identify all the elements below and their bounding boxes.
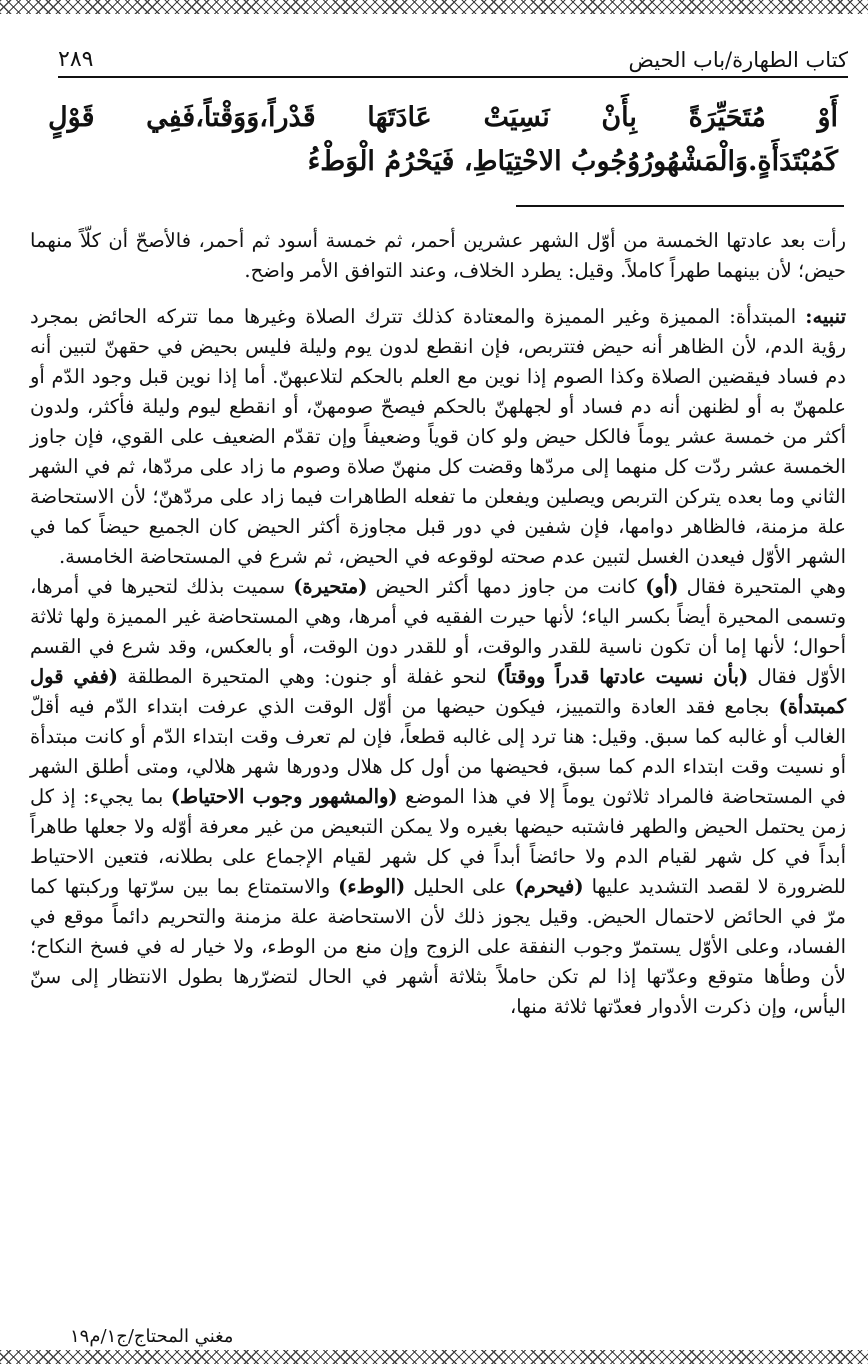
quoted-matn: (والمشهور وجوب الاحتياط) <box>170 785 398 808</box>
quoted-matn: (متحيرة) <box>293 575 368 598</box>
footer-signature: مغني المحتاج/ج١/م١٩ <box>70 1326 234 1347</box>
commentary-paragraph-3: وهي المتحيرة فقال (أو) كانت من جاوز دمها أكثر الحيض (متحيرة) سميت بذلك لتحيرها في أمرها، وتسمى المحيرة أيضاً بكسر الياء؛ لأنها حيرت الفقيه في أمرها، وهي المستحاضة غير المميزة ولها ثلاثة أحوال؛ لأنها إما أن تكون ناسية للقدر والوقت، أو للقدر دون الوقت، أو بالعكس، وقد شرع في القسم الأوّل فقال (بأن نسيت عادتها قدراً ووقتاً) لنحو غفلة أو جنون: وهي المتحيرة المطلقة (ففي قول كمبتدأة) بجامع فقد العادة والتمييز، فيكون حيضها من أوّل الوقت الذي عرفت ابتداء الدّم فيه أقلّ الغالب أو غالبه كما سبق. وقيل: هنا ترد إلى غالبه قطعاً، فإن لم تعرف وقت ابتداء الدّم أو كانت مبتدأة أو نسيت وقت ابتداء الدم كما سبق، فحيضها من أول كل هلال ودورها شهر هلالي، ومتى أطلق الشهر في المستحاضة فالمراد ثلاثون يوماً إلا في هذا الموضع (والمشهور وجوب الاحتياط) بما يجيء: إذ كل زمن يحتمل الحيض والطهر فاشتبه حيضها بغيره ولا يمكن التبعيض من غير معرفة أوّله ولا جعلها طاهراً أبداً في كل شهر لقيام الدم ولا حائضاً أبداً في كل شهر لقيام الإجماع على بطلانه، فتعين الاحتياط للضرورة لا لقصد التشديد عليها (فيحرم) على الحليل (الوطء) والاستمتاع بما بين سرّتها وركبتها كما مرّ في الحائض لاحتمال الحيض. وقيل يجوز ذلك لأن الاستحاضة علة مزمنة والتحريم دائماً موقع في الفساد، وعلى الأوّل يستمرّ وجوب النفقة على الزوج وإن منع من الوطء، ولا خيار له في فسخ النكاح؛ لأن وطأها متوقع وعدّتها إذا لم تكن حاملاً بثلاثة أشهر في الحال لتضرّرها بطول الانتظار إلى سنّ اليأس، وإن ذكرت الأدوار فعدّتها ثلاثة منها، <box>30 575 847 1018</box>
quoted-matn: (ففي قول كمبتدأة) <box>30 665 846 718</box>
page-header <box>58 38 848 72</box>
header-divider <box>58 76 848 78</box>
book-chapter-title: كتاب الطهارة/باب الحيض <box>628 48 848 72</box>
quoted-matn: (الوطء) <box>338 875 406 898</box>
quoted-matn: (فيحرم) <box>514 875 584 898</box>
matn-divider <box>516 205 844 207</box>
page-number: ٢٨٩ <box>58 47 94 72</box>
quoted-matn: (بأن نسيت عادتها قدراً ووقتاً) <box>496 665 749 688</box>
commentary-body <box>30 226 846 1022</box>
commentary-paragraph-1: رأت بعد عادتها الخمسة من أوّل الشهر عشرين أحمر، ثم خمسة أسود ثم أحمر، فالأصحّ أن كلّاً منهما حيض؛ لأن بينهما طهراً كاملاً. وقيل: يطرد الخلاف، وعند التوافق الأمر واضح. <box>30 229 846 282</box>
bottom-decorative-border <box>0 1350 868 1364</box>
commentary-paragraph-2: تنبيه: المبتدأة: المميزة وغير المميزة والمعتادة كذلك تترك الصلاة وغيرها مما تتركه الحائض بمجرد رؤية الدم، لأن الظاهر أنه حيض فتتربص، فإن انقطع لدون يوم وليلة فليس بحيض في حقهنّ لتبين أنه دم فساد فيقضين الصلاة وكذا الصوم إذا نوين مع العلم بالحكم لتلاعبهنّ. أما إذا نوين قبل وجود الدّم أو علمهنّ به أو لظنهن أنه دم فساد أو لجهلهنّ بالحكم فيصحّ صومهنّ، أو انقطع ليوم وليلة فأكثر، ولدون أكثر من خمسة عشر يوماً فالكل حيض ولو كان قوياً وضعيفاً وإن تقدّم الضعيف على القوي، فإن جاوز الخمسة عشر ردّت كل منهما إلى مردّها وقضت كل منهنّ صلاة وصوم ما زاد على مردّها، ثم في الشهر الثاني وما بعده يتركن التربص ويصلين ويفعلن ما تفعله الطاهرات فيما زاد على مردّهنّ؛ لأن الاستحاضة علة مزمنة، فالظاهر دوامها، فإن شفين في دور قبل مجاوزة أكثر الحيض كان الجميع حيضاً كما في الشهر الأوّل فيعدن الغسل لتبين عدم صحته لوقوعه في الحيض، ثم شرع في المستحاضة الخامسة. <box>30 305 846 568</box>
tanbih-label: تنبيه: <box>805 305 846 328</box>
quoted-matn: (أو) <box>645 575 679 598</box>
matn-text: أَوْ مُتَحَيِّرَةً بِأَنْ نَسِيَتْ عَادَتَهَا قَدْراً،وَوَقْتاً،فَفِي قَوْلٍ كَمُبْتَدَأَةٍ.وَالْمَشْهُورُوُجُوبُ الاحْتِيَاطِ، فَيَحْرُمُ الْوَطْءُ <box>48 102 838 177</box>
top-decorative-border <box>0 0 868 14</box>
